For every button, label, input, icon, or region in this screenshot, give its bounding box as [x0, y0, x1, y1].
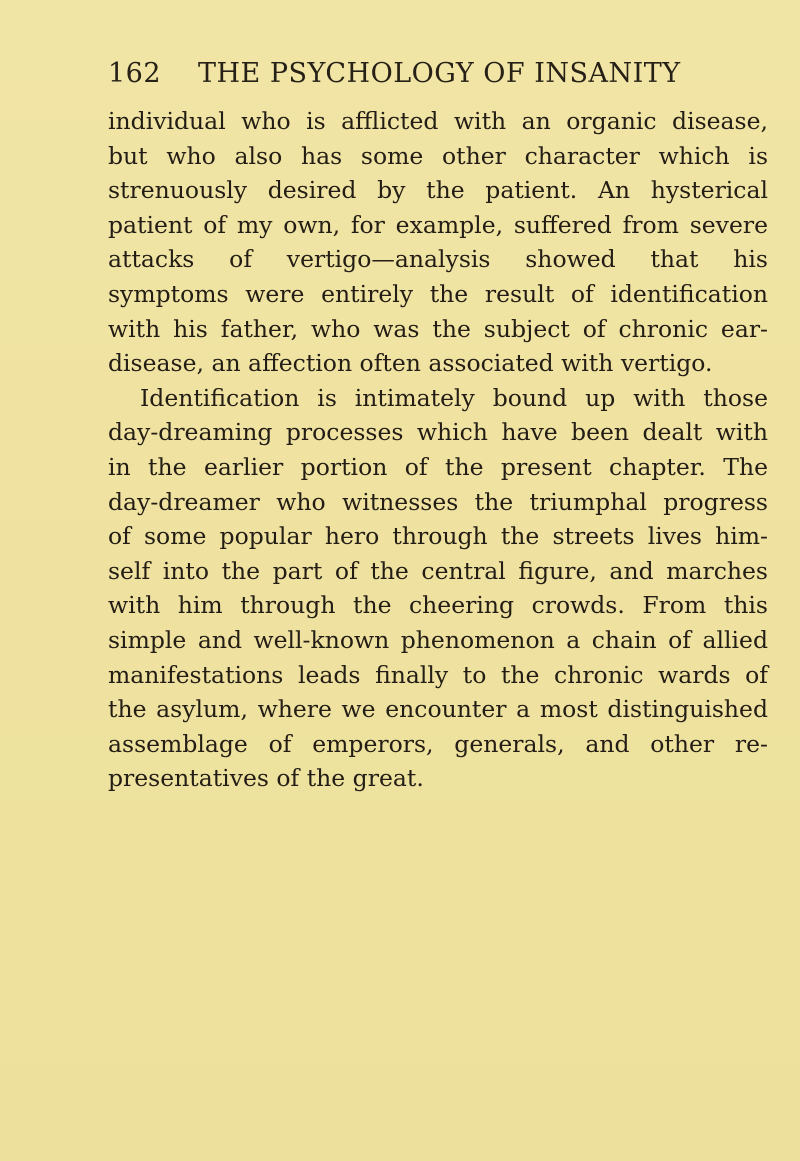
- text-line: day-dreamer who witnesses the triumphal progress: [108, 487, 768, 516]
- text-line: in the earlier portion of the present chapter. The: [108, 452, 768, 481]
- text-line: individual who is afflicted with an organic disease,: [108, 107, 768, 135]
- text-line: self into the part of the central figure, and marches: [108, 556, 768, 585]
- text-line: the asylum, where we encounter a most distinguished: [108, 695, 768, 724]
- text-line: attacks of vertigo—analysis showed that his: [108, 245, 768, 274]
- running-head: [108, 58, 708, 94]
- text-line: manifestations leads finally to the chronic wards of: [108, 660, 768, 689]
- text-line: simple and well-known phenomenon a chain of allied: [108, 625, 768, 654]
- text-line: symptoms were entirely the result of identification: [108, 279, 768, 308]
- text-line: with him through the cheering crowds. From this: [108, 591, 768, 620]
- text-line: presentatives of the great.: [108, 764, 424, 793]
- body-text: [108, 104, 768, 796]
- running-title: THE PSYCHOLOGY OF INSANITY: [198, 58, 681, 89]
- text-line: of some popular hero through the streets lives him-: [108, 522, 768, 551]
- text-line: assemblage of emperors, generals, and other re-: [108, 729, 768, 758]
- text-line: Identification is intimately bound up with those: [140, 383, 768, 412]
- text-line: but who also has some other character which is: [108, 141, 768, 170]
- text-line: disease, an affection often associated with vertigo.: [108, 349, 713, 378]
- text-line: strenuously desired by the patient. An hysterical: [108, 176, 768, 205]
- text-line: with his father, who was the subject of chronic ear-: [108, 314, 768, 343]
- text-line: patient of my own, for example, suffered from severe: [108, 210, 768, 239]
- page-number: 162: [108, 58, 162, 89]
- text-line: day-dreaming processes which have been dealt with: [108, 418, 768, 447]
